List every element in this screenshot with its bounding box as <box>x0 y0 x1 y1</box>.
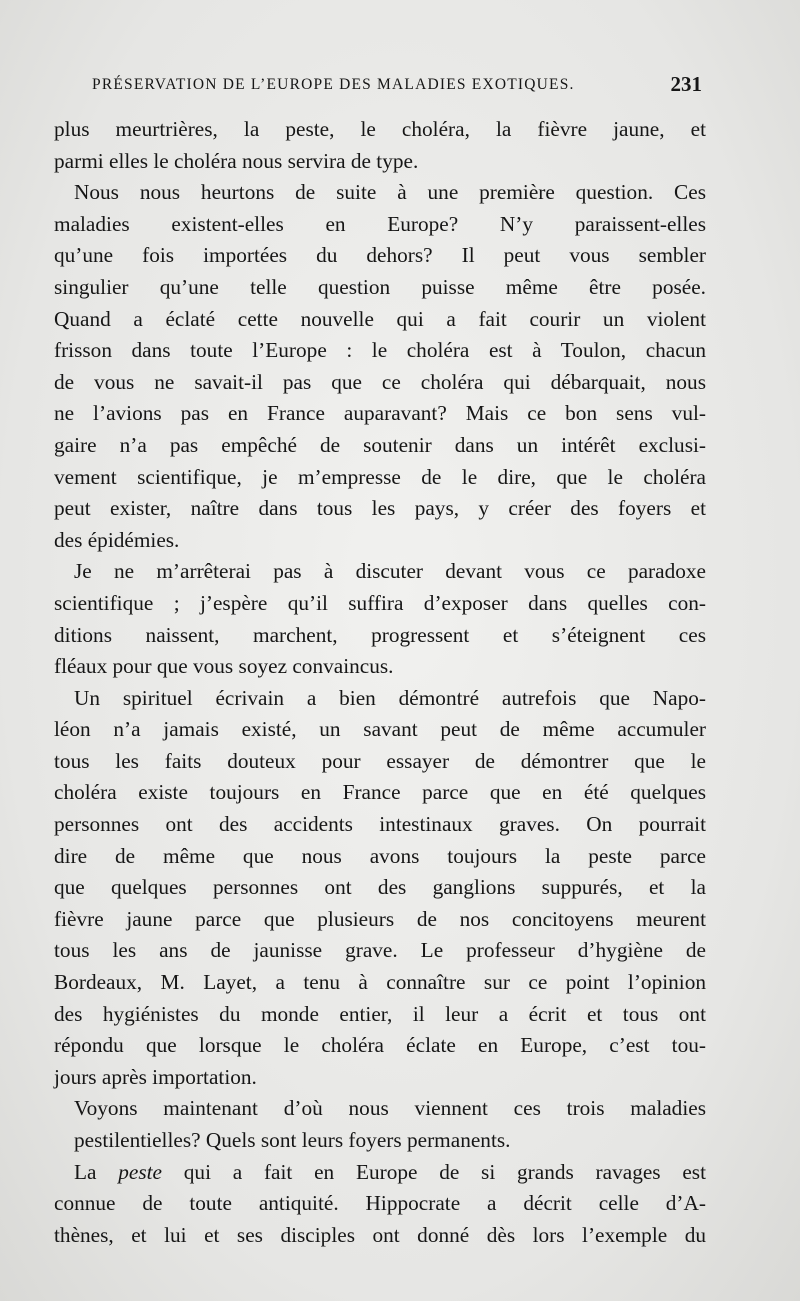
text-line: fièvre jaune parce que plusieurs de nos concitoyens meurent <box>54 906 706 931</box>
italic-word-peste: peste <box>118 1159 162 1184</box>
text-line: des épidémies. <box>54 527 180 552</box>
text-line: pestilentielles? Quels sont leurs foyers permanents. <box>74 1128 511 1152</box>
text-fragment: La <box>74 1159 97 1184</box>
text-line: vement scientifique, je m’empresse de le dire, que le choléra <box>54 464 706 489</box>
text-line: fléaux pour que vous soyez convaincus. <box>54 654 394 679</box>
running-title: PRÉSERVATION DE L’EUROPE DES MALADIES EXOTIQUES. <box>92 76 575 93</box>
text-line-peste <box>54 1157 706 1189</box>
text-line: Quand a éclaté cette nouvelle qui a fait courir un violent <box>54 306 706 331</box>
text-fragment: qui a fait en Europe de si grands ravages est <box>183 1159 707 1184</box>
text-line: Un spirituel écrivain a bien démontré autrefois que Napo- <box>74 685 706 710</box>
text-line: ne l’avions pas en France auparavant? Mais ce bon sens vul- <box>54 401 706 426</box>
text-line: qu’une fois importées du dehors? Il peut vous sembler <box>54 243 706 268</box>
text-line: choléra existe toujours en France parce que en été quelques <box>54 780 706 805</box>
text-line: Bordeaux, M. Layet, a tenu à connaître sur ce point l’opinion <box>54 970 706 995</box>
text-line: Voyons maintenant d’où nous viennent ces trois maladies <box>74 1096 706 1121</box>
text-line: singulier qu’une telle question puisse même être posée. <box>54 274 706 299</box>
text-line: maladies existent-elles en Europe? N’y paraissent-elles <box>54 211 706 236</box>
text-line: personnes ont des accidents intestinaux graves. On pourrait <box>54 812 706 837</box>
text-line: léon n’a jamais existé, un savant peut de même accumuler <box>54 717 706 742</box>
page-number: 231 <box>670 72 702 96</box>
body-text <box>54 114 706 1251</box>
text-line: tous les ans de jaunisse grave. Le professeur d’hygiène de <box>54 938 706 963</box>
text-line: tous les faits douteux pour essayer de démontrer que le <box>54 748 706 773</box>
text-line: connue de toute antiquité. Hippocrate a décrit celle d’A- <box>54 1191 706 1216</box>
text-line: peut exister, naître dans tous les pays, y créer des foyers et <box>54 496 706 521</box>
text-line: de vous ne savait-il pas que ce choléra qui débarquait, nous <box>54 369 706 394</box>
text-line: que quelques personnes ont des ganglions suppurés, et la <box>54 875 706 900</box>
text-line: ditions naissent, marchent, progressent et s’éteignent ces <box>54 622 706 647</box>
text-line: frisson dans toute l’Europe : le choléra est à Toulon, chacun <box>54 338 706 363</box>
text-line: Je ne m’arrêterai pas à discuter devant vous ce paradoxe <box>74 559 706 584</box>
text-line: répondu que lorsque le choléra éclate en Europe, c’est tou- <box>54 1033 706 1058</box>
text-line: parmi elles le choléra nous servira de type. <box>54 148 419 173</box>
running-head <box>92 72 702 100</box>
text-line: Nous nous heurtons de suite à une première question. Ces <box>74 180 706 205</box>
text-line: gaire n’a pas empêché de soutenir dans un intérêt exclusi- <box>54 432 706 457</box>
text-line: jours après importation. <box>54 1064 257 1089</box>
text-line: thènes, et lui et ses disciples ont donné dès lors l’exemple du <box>54 1222 706 1247</box>
text-line: plus meurtrières, la peste, le choléra, la fièvre jaune, et <box>54 117 706 141</box>
text-line: des hygiénistes du monde entier, il leur a écrit et tous ont <box>54 1001 706 1026</box>
text-line: dire de même que nous avons toujours la peste parce <box>54 843 706 868</box>
text-line: scientifique ; j’espère qu’il suffira d’exposer dans quelles con- <box>54 590 706 615</box>
